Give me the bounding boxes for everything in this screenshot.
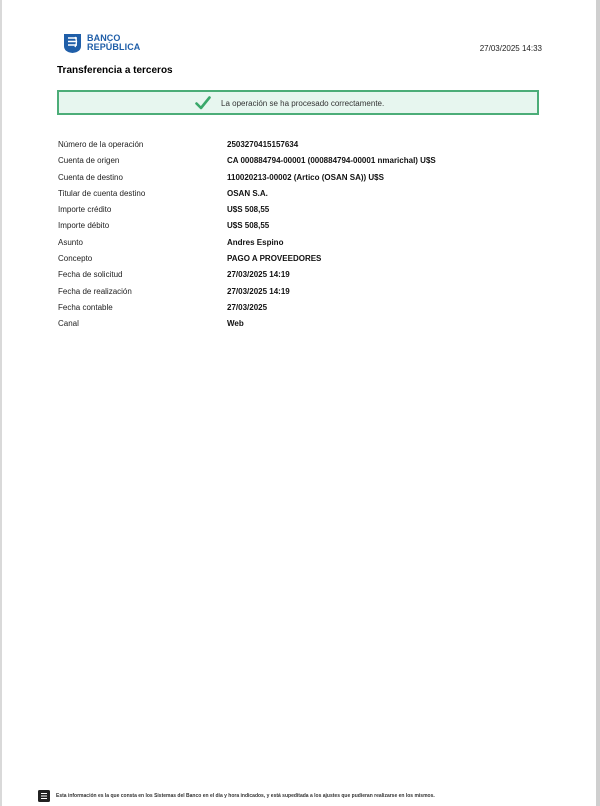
- detail-label: Concepto: [58, 254, 93, 264]
- detail-label: Fecha de solicitud: [58, 270, 123, 280]
- detail-label: Importe débito: [58, 221, 110, 231]
- document-header: [62, 32, 542, 58]
- checkmark-icon: [195, 96, 211, 110]
- detail-value: U$S 508,55: [227, 205, 270, 215]
- detail-value: 27/03/2025 14:19: [227, 286, 290, 296]
- operation-details: [58, 137, 538, 333]
- detail-value: 2503270415157634: [227, 140, 299, 149]
- detail-label: Fecha de realización: [58, 286, 132, 296]
- detail-value: 27/03/2025: [227, 302, 268, 312]
- detail-label: Titular de cuenta destino: [58, 188, 146, 198]
- bank-logo: [62, 32, 140, 54]
- detail-row: [58, 186, 538, 202]
- bank-logo-line2: REPÚBLICA: [87, 42, 141, 52]
- detail-value: CA 000884794-00001 (000884794-00001 nmarichal) U$S: [227, 156, 436, 166]
- detail-row: [58, 202, 538, 218]
- success-message: La operación se ha procesado correctamente.: [221, 99, 385, 108]
- detail-value: OSAN S.A.: [227, 188, 268, 198]
- detail-row: [58, 235, 538, 251]
- detail-row: [58, 316, 538, 332]
- detail-row: [58, 137, 538, 153]
- print-datetime: 27/03/2025 14:33: [479, 44, 542, 53]
- detail-label: Canal: [58, 319, 79, 329]
- detail-label: Importe crédito: [58, 205, 112, 215]
- success-banner: [57, 90, 539, 115]
- page-title: Transferencia a terceros: [57, 65, 173, 76]
- bank-logo-small-icon: [38, 790, 50, 802]
- bank-logo-icon: [62, 32, 83, 54]
- document-footer: [38, 790, 435, 802]
- detail-label: Cuenta de destino: [58, 172, 123, 182]
- detail-label: Asunto: [58, 237, 83, 247]
- detail-value: Web: [227, 319, 244, 329]
- detail-label: Fecha contable: [58, 302, 113, 312]
- detail-row: [58, 218, 538, 234]
- page-edge-right: [596, 0, 600, 806]
- footer-disclaimer: Esta información es la que consta en los Sistemas del Banco en el día y hora indicados, y está supeditada a los ajustes que pudieran realizarse en los mismos.: [56, 793, 435, 799]
- detail-row: [58, 300, 538, 316]
- bank-logo-text: [87, 34, 140, 52]
- detail-label: Número de la operación: [58, 140, 144, 149]
- detail-row: [58, 284, 538, 300]
- detail-row: [58, 170, 538, 186]
- detail-label: Cuenta de origen: [58, 156, 120, 166]
- detail-row: [58, 267, 538, 283]
- detail-value: 110020213-00002 (Artico (OSAN SA)) U$S: [227, 172, 384, 182]
- detail-value: U$S 508,55: [227, 221, 270, 231]
- bank-logo-line1: BANCO: [87, 33, 121, 43]
- detail-row: [58, 251, 538, 267]
- page-edge-left: [0, 0, 2, 806]
- detail-value: 27/03/2025 14:19: [227, 270, 290, 280]
- detail-row: [58, 153, 538, 169]
- detail-value: PAGO A PROVEEDORES: [227, 254, 322, 264]
- detail-value: Andres Espino: [227, 237, 284, 247]
